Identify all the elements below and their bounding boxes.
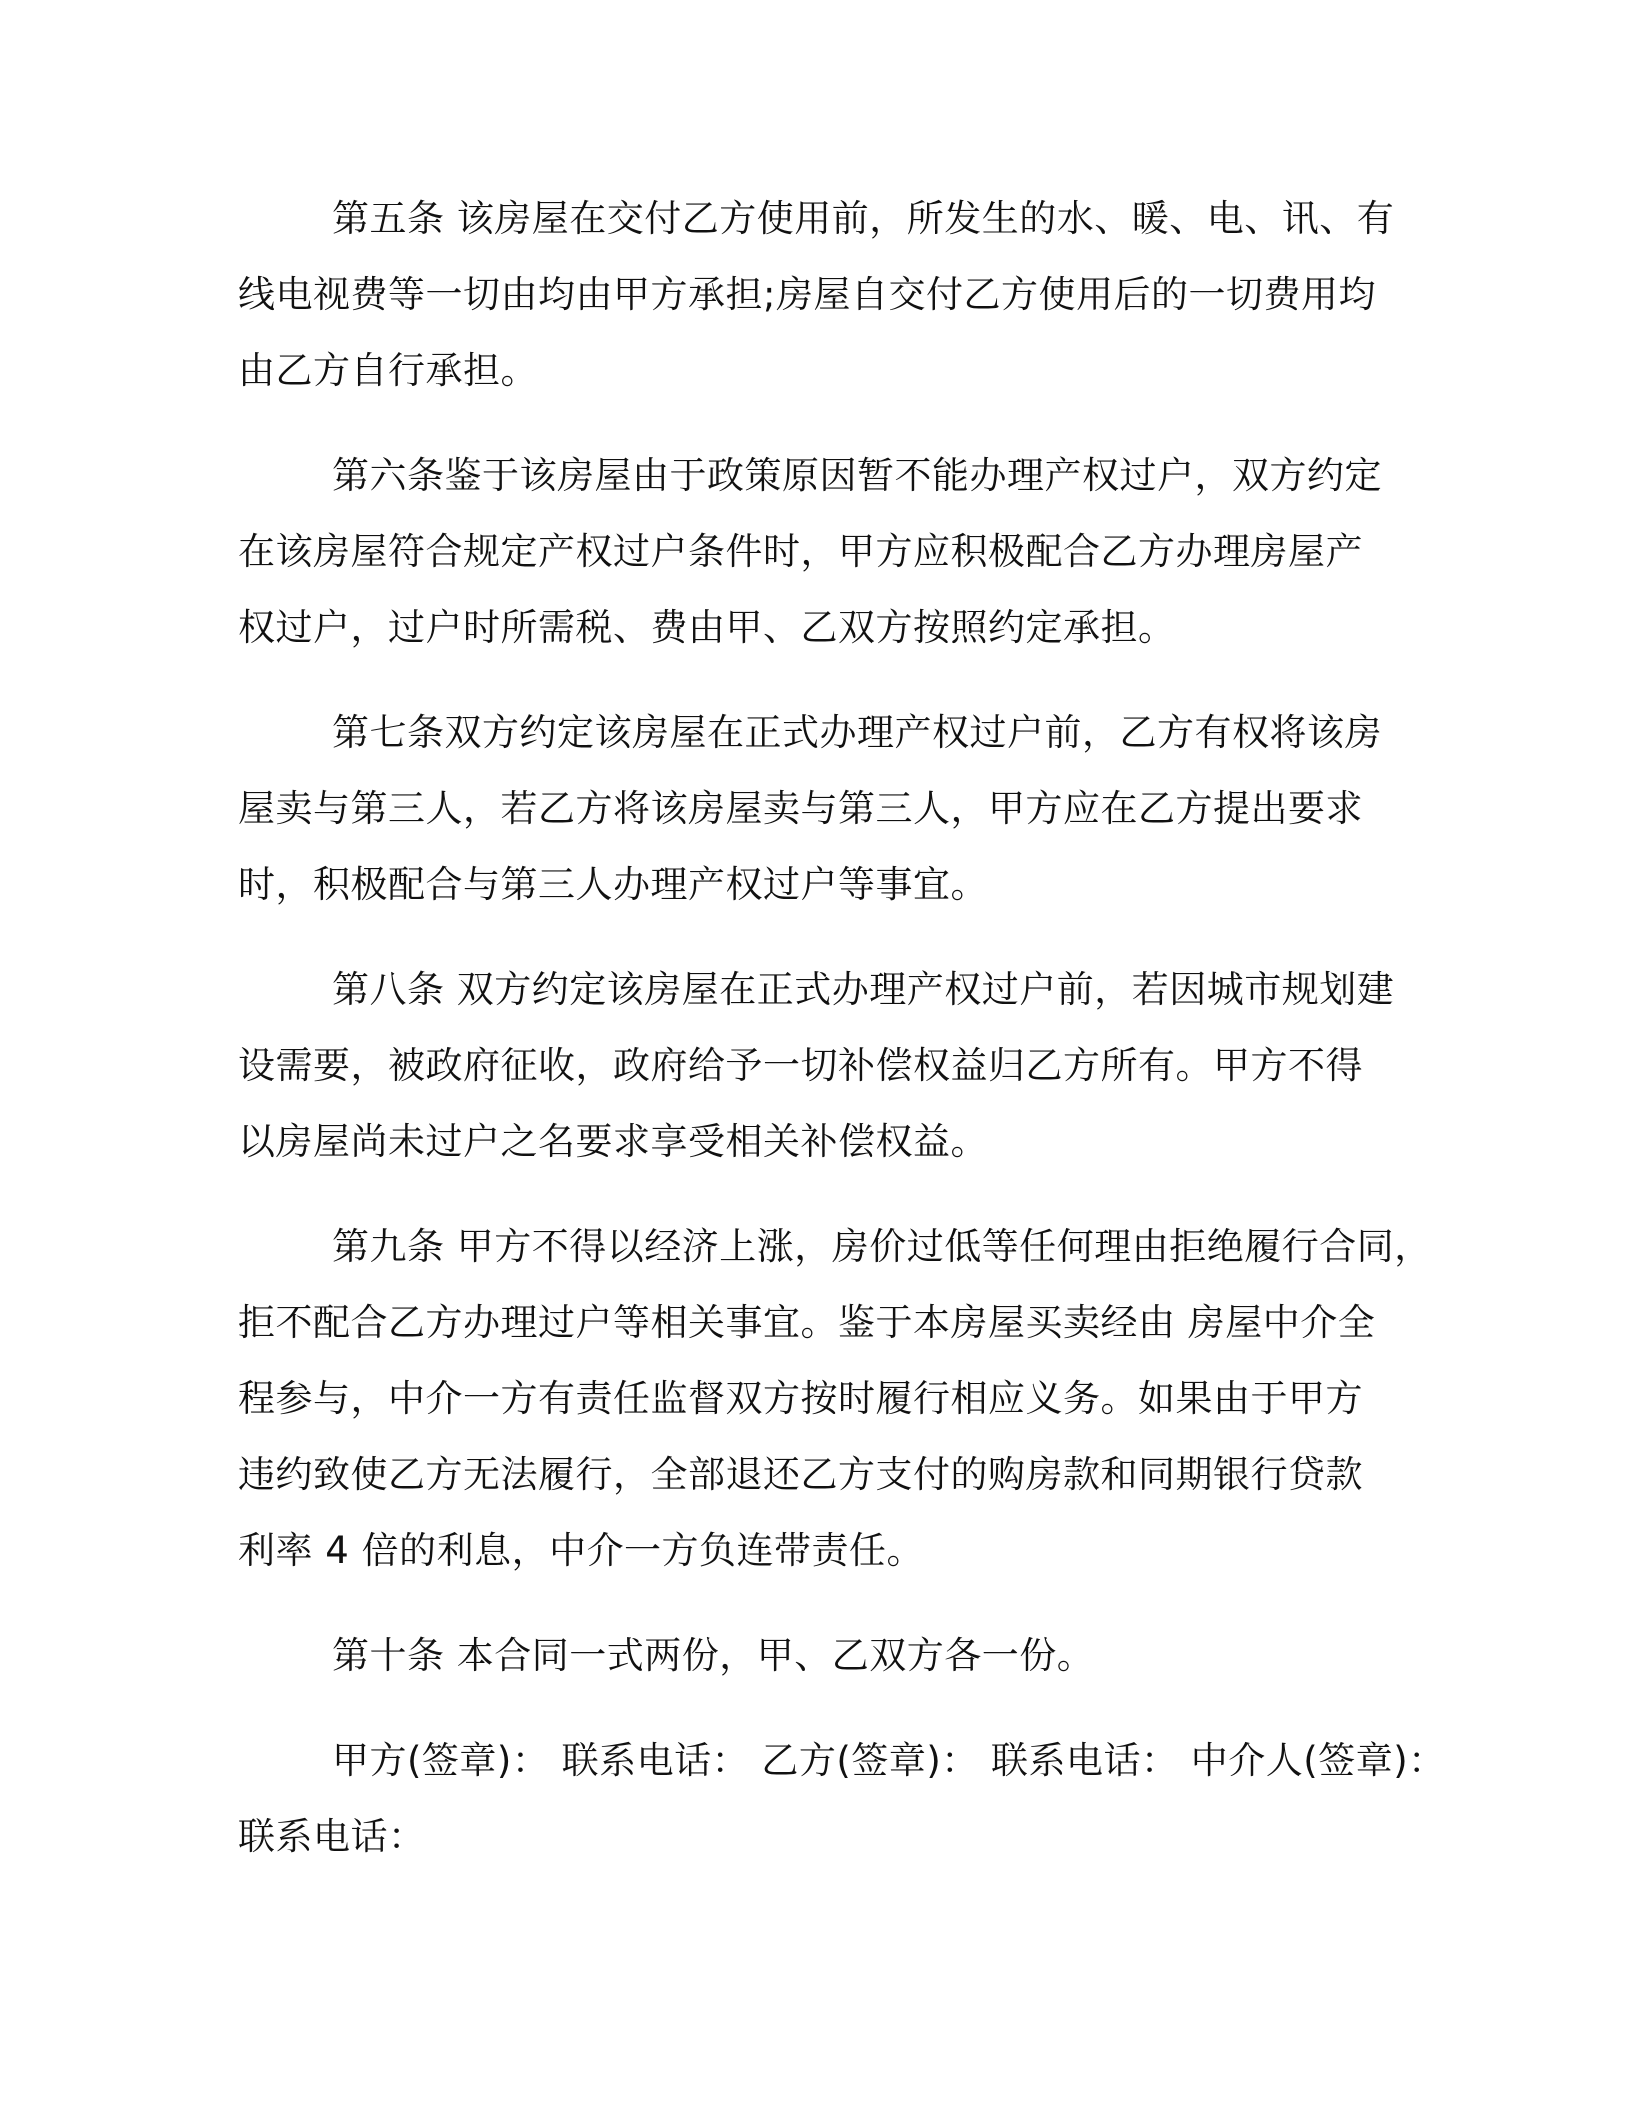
clause-5-line-3: 由乙方自行承担。 [238, 349, 538, 392]
clause-9-line-4: 违约致使乙方无法履行，全部退还乙方支付的购房款和同期银行贷款 [238, 1453, 1363, 1496]
clause-9-line-5: 利率 4 倍的利息，中介一方负连带责任。 [238, 1529, 925, 1572]
clause-10-line-1: 第十条 本合同一式两份，甲、乙双方各一份。 [332, 1634, 1095, 1677]
signature-line-2: 联系电话： [238, 1815, 426, 1858]
clause-7-line-3: 时，积极配合与第三人办理产权过户等事宜。 [238, 863, 988, 906]
clause-9-line-1: 第九条 甲方不得以经济上涨，房价过低等任何理由拒绝履行合同， [332, 1225, 1432, 1268]
clause-8-line-1: 第八条 双方约定该房屋在正式办理产权过户前，若因城市规划建 [332, 968, 1395, 1011]
clause-6-line-1: 第六条鉴于该房屋由于政策原因暂不能办理产权过户，双方约定 [332, 454, 1382, 497]
clause-6-line-3: 权过户，过户时所需税、费由甲、乙双方按照约定承担。 [238, 606, 1176, 649]
clause-8-line-3: 以房屋尚未过户之名要求享受相关补偿权益。 [238, 1120, 988, 1163]
clause-9-line-2: 拒不配合乙方办理过户等相关事宜。鉴于本房屋买卖经由 房屋中介全 [238, 1301, 1376, 1344]
clause-7-line-1: 第七条双方约定该房屋在正式办理产权过户前，乙方有权将该房 [332, 711, 1382, 754]
clause-5-line-1: 第五条 该房屋在交付乙方使用前，所发生的水、暖、电、讯、有 [332, 197, 1395, 240]
clause-6-line-2: 在该房屋符合规定产权过户条件时，甲方应积极配合乙方办理房屋产 [238, 530, 1363, 573]
clause-9-line-3: 程参与，中介一方有责任监督双方按时履行相应义务。如果由于甲方 [238, 1377, 1363, 1420]
clause-8-line-2: 设需要，被政府征收，政府给予一切补偿权益归乙方所有。甲方不得 [238, 1044, 1363, 1087]
clause-7-line-2: 屋卖与第三人，若乙方将该房屋卖与第三人，甲方应在乙方提出要求 [238, 787, 1363, 830]
clause-5-line-2: 线电视费等一切由均由甲方承担;房屋自交付乙方使用后的一切费用均 [238, 273, 1376, 316]
signature-line-1: 甲方(签章)： 联系电话： 乙方(签章)： 联系电话： 中介人(签章)： [332, 1739, 1446, 1782]
